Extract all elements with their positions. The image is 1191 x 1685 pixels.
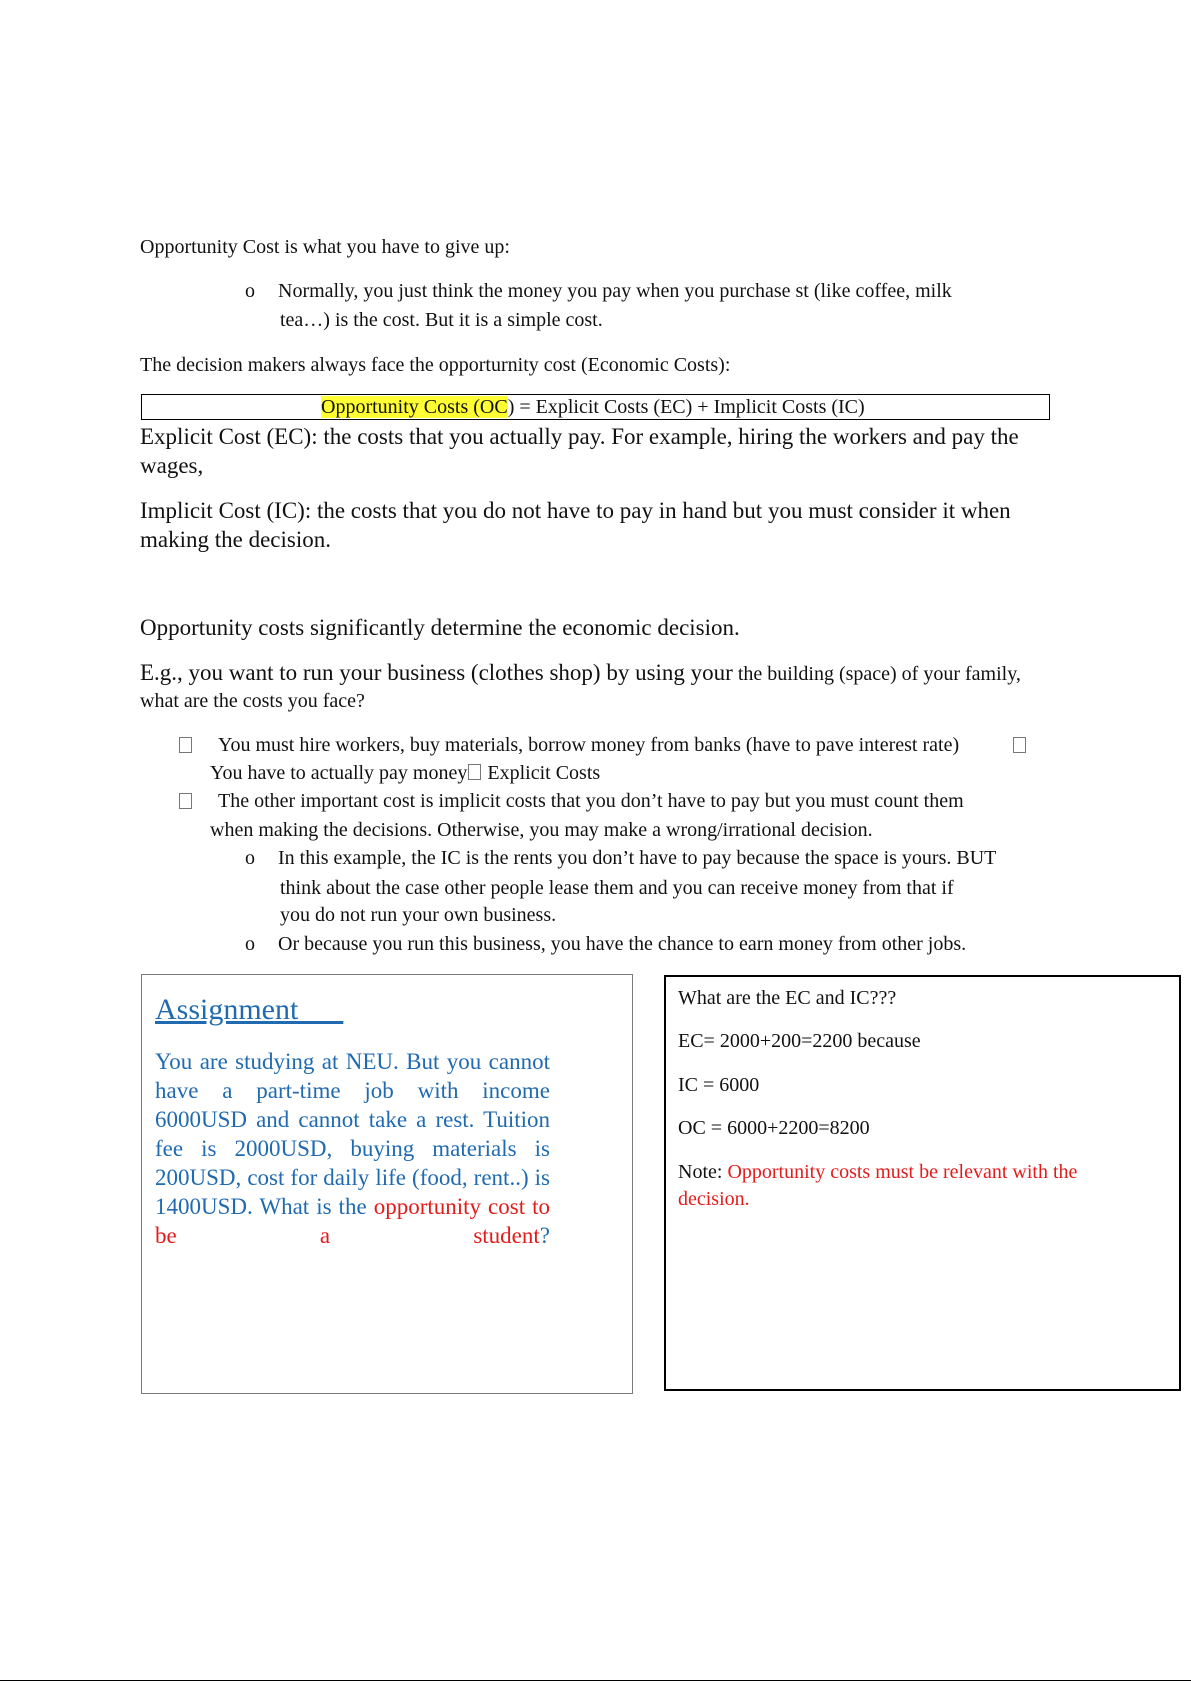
example-small: the building (space) of your family, bbox=[732, 663, 1021, 685]
sub-2-line-1: Or because you run this business, you have the chance to earn money from other jobs. bbox=[278, 933, 967, 955]
bullet-2-line-1: The other important cost is implicit costs that you don’t have to pay but you must count them bbox=[218, 790, 964, 812]
bullet-2-line-2: when making the decisions. Otherwise, you may make a wrong/irrational decision. bbox=[210, 819, 873, 841]
assignment-question: You are studying at NEU. But you cannot have a part-time job with income 6000USD and cannot take a rest. Tuition fee is 2000USD, buying materials is 200USD, cost for daily life (food, rent..) is 1400USD. What is the bbox=[155, 1049, 550, 1219]
formula-box bbox=[141, 394, 1050, 420]
explicit-line-1: Explicit Cost (EC): the costs that you actually pay. For example, hiring the workers and pay the bbox=[140, 424, 1019, 449]
sub-1-line-3: you do not run your own business. bbox=[280, 904, 557, 926]
square-bullet-icon bbox=[468, 764, 481, 780]
bullet-1-explicit: Explicit Costs bbox=[482, 762, 601, 784]
normal-line-1: Normally, you just think the money you pay when you purchase st (like coffee, milk bbox=[278, 280, 952, 302]
formula bbox=[321, 396, 865, 419]
example-line-1 bbox=[140, 660, 1021, 686]
assignment-title: Assignment bbox=[155, 993, 344, 1026]
answer-question: What are the EC and IC??? bbox=[678, 987, 897, 1009]
bullet-marker: o bbox=[245, 933, 255, 955]
square-bullet-icon bbox=[179, 793, 192, 809]
formula-rest: ) = Explicit Costs (EC) + Implicit Costs (IC) bbox=[507, 396, 865, 418]
assignment-question-end: ? bbox=[539, 1223, 550, 1248]
decision-makers-text: The decision makers always face the opporturnity cost (Economic Costs): bbox=[140, 354, 731, 376]
answer-note bbox=[678, 1161, 1077, 1184]
sub-1-line-1: In this example, the IC is the rents you don’t have to pay because the space is yours. BUT bbox=[278, 847, 997, 869]
square-bullet-icon bbox=[1013, 737, 1026, 753]
note-text-1: Opportunity costs must be relevant with the bbox=[727, 1161, 1078, 1183]
formula-highlight: Opportunity Costs (OC bbox=[321, 396, 508, 418]
square-bullet-icon bbox=[179, 737, 192, 753]
bullet-marker: o bbox=[245, 280, 255, 302]
sub-1-line-2: think about the case other people lease them and you can receive money from that if bbox=[280, 877, 954, 899]
answer-ec: EC= 2000+200=2200 because bbox=[678, 1030, 921, 1052]
assignment-body bbox=[155, 1047, 550, 1250]
note-label: Note: bbox=[678, 1161, 728, 1183]
significance-text: Opportunity costs significantly determine the economic decision. bbox=[140, 615, 740, 640]
answer-oc: OC = 6000+2200=8200 bbox=[678, 1117, 870, 1139]
bullet-1-line-2 bbox=[210, 762, 600, 785]
explicit-line-2: wages, bbox=[140, 453, 204, 478]
assignment-question-emphasis: opportunity cost to be a student bbox=[155, 1194, 550, 1248]
page-bottom-rule bbox=[0, 1680, 1191, 1681]
bullet-1-line-1: You must hire workers, buy materials, borrow money from banks (have to pave interest rate) bbox=[218, 734, 960, 756]
answer-box bbox=[664, 975, 1181, 1391]
assignment-box bbox=[141, 974, 633, 1394]
note-text-2: decision. bbox=[678, 1188, 750, 1210]
example-line-2: what are the costs you face? bbox=[140, 690, 365, 712]
implicit-line-1: Implicit Cost (IC): the costs that you do not have to pay in hand but you must consider it when bbox=[140, 498, 1011, 523]
example-large: E.g., you want to run your business (clothes shop) by using your bbox=[140, 660, 733, 685]
bullet-1-pay-money: You have to actually pay money bbox=[210, 762, 468, 784]
answer-ic: IC = 6000 bbox=[678, 1074, 760, 1096]
bullet-marker: o bbox=[245, 847, 255, 869]
implicit-line-2: making the decision. bbox=[140, 527, 331, 552]
intro-text: Opportunity Cost is what you have to give up: bbox=[140, 236, 510, 258]
normal-line-2: tea…) is the cost. But it is a simple cost. bbox=[280, 309, 603, 331]
